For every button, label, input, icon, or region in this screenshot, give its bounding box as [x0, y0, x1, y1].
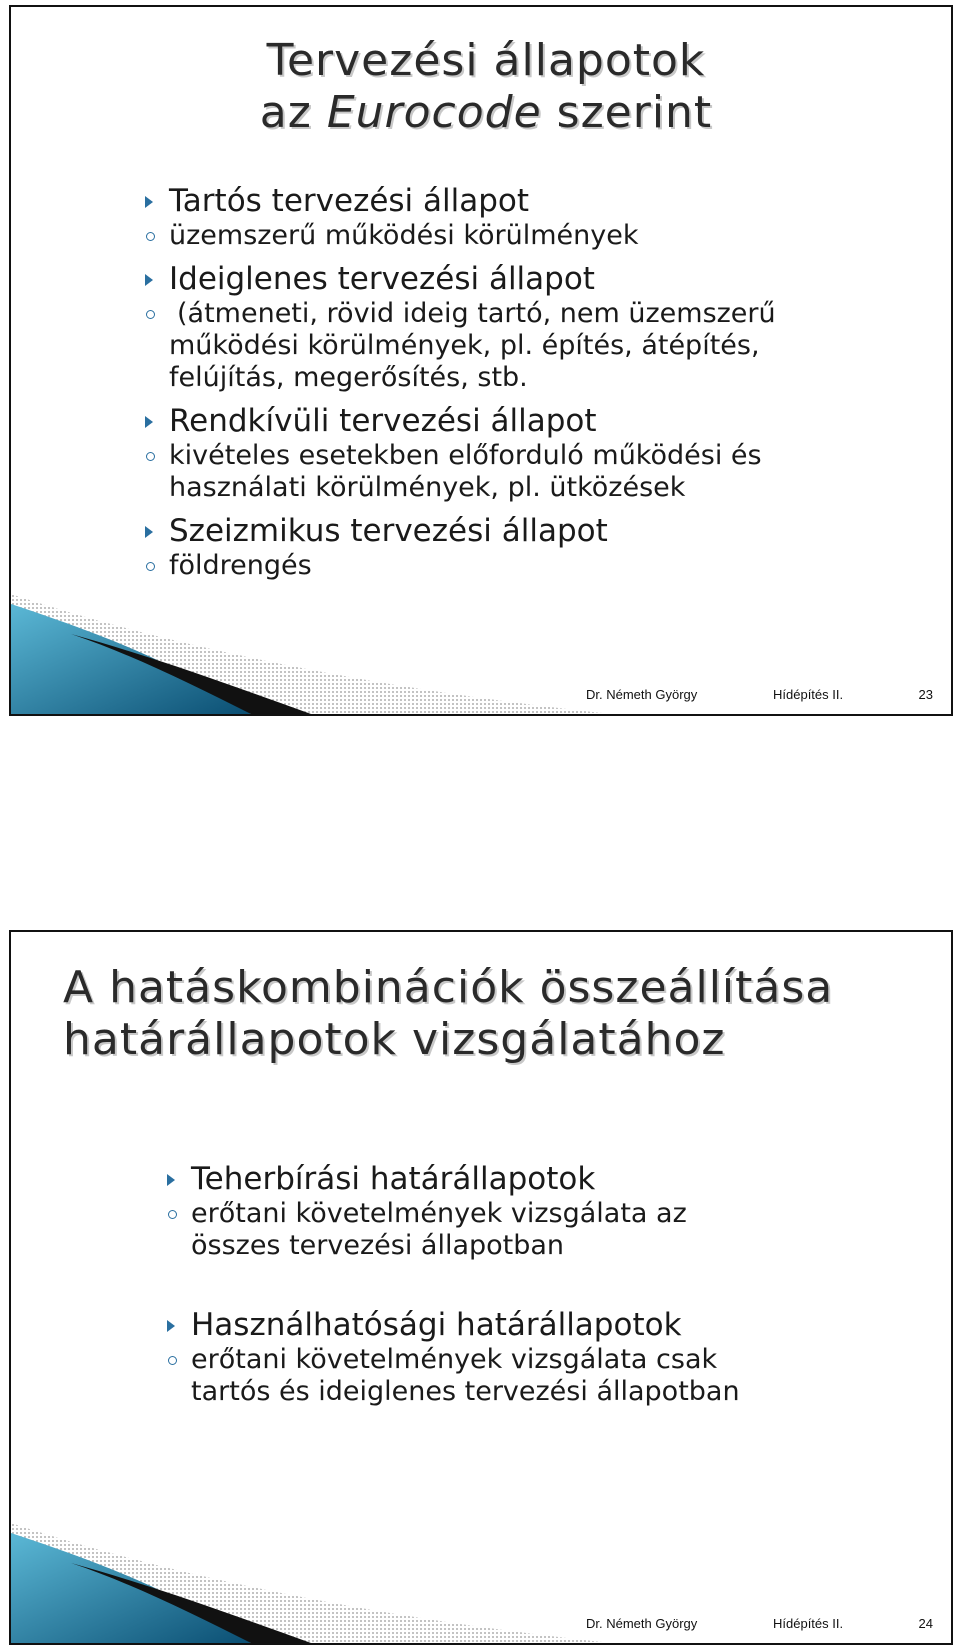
- circle-bullet-icon: [168, 1210, 177, 1219]
- sub-bullet-item: földrengés: [139, 550, 899, 582]
- bullet-list: [139, 182, 899, 582]
- slide-title: [11, 35, 951, 139]
- bullet-item: Szeizmikus tervezési állapot: [139, 512, 899, 550]
- sub-bullet-item: erőtani követelmények vizsgálata csak tartós és ideiglenes tervezési állapotban: [161, 1344, 901, 1408]
- title-line-1: Tervezési állapotok: [266, 35, 706, 86]
- title-line-2: határállapotok vizsgálatához: [63, 1014, 726, 1065]
- circle-bullet-icon: [146, 310, 155, 319]
- triangle-bullet-icon: [145, 274, 153, 286]
- wave-decoration: [11, 1523, 611, 1643]
- bullet-item: Tartós tervezési állapot: [139, 182, 899, 220]
- footer-author: Dr. Németh György: [586, 687, 698, 702]
- footer-page-number: 23: [918, 687, 933, 702]
- circle-bullet-icon: [146, 452, 155, 461]
- wave-decoration: [11, 594, 611, 714]
- bullet-item: Rendkívüli tervezési állapot: [139, 402, 899, 440]
- footer-course: Hídépítés II.: [773, 1616, 844, 1631]
- slide-24: [9, 930, 953, 1645]
- circle-bullet-icon: [146, 562, 155, 571]
- title-line-1: A hatáskombinációk összeállítása: [63, 962, 834, 1013]
- sub-bullet-item: erőtani követelmények vizsgálata az összes tervezési állapotban: [161, 1198, 901, 1262]
- footer-course: Hídépítés II.: [773, 687, 844, 702]
- bullet-item: Teherbírási határállapotok: [161, 1160, 901, 1198]
- triangle-bullet-icon: [167, 1320, 175, 1332]
- bullet-item: Használhatósági határállapotok: [161, 1306, 901, 1344]
- title-line-2: az Eurocode szerint: [259, 87, 713, 138]
- sub-bullet-item: üzemszerű működési körülmények: [139, 220, 899, 252]
- triangle-bullet-icon: [145, 526, 153, 538]
- triangle-bullet-icon: [145, 196, 153, 208]
- bullet-list: [161, 1160, 901, 1408]
- footer-page-number: 24: [918, 1616, 933, 1631]
- circle-bullet-icon: [146, 232, 155, 241]
- triangle-bullet-icon: [167, 1174, 175, 1186]
- footer-author: Dr. Németh György: [586, 1616, 698, 1631]
- bullet-item: Ideiglenes tervezési állapot: [139, 260, 899, 298]
- slide-title: [63, 962, 951, 1066]
- slide-23: [9, 5, 953, 716]
- title-eurocode: Eurocode: [326, 87, 542, 138]
- circle-bullet-icon: [168, 1356, 177, 1365]
- sub-bullet-item: (átmeneti, rövid ideig tartó, nem üzemszerű működési körülmények, pl. építés, átépítés, felújítás, megerősítés, stb.: [139, 298, 899, 394]
- sub-bullet-item: kivételes esetekben előforduló működési és használati körülmények, pl. ütközések: [139, 440, 899, 504]
- triangle-bullet-icon: [145, 416, 153, 428]
